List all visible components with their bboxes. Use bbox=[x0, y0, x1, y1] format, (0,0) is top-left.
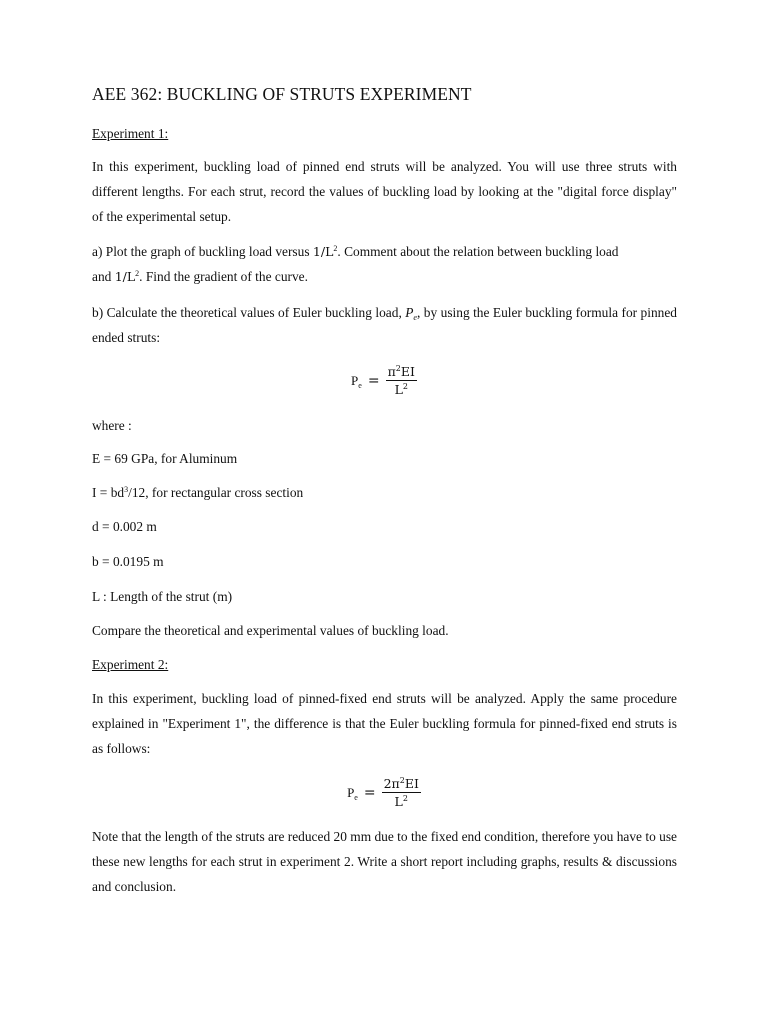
experiment-2-heading: Experiment 2: bbox=[92, 657, 169, 672]
note-text: Note that the length of the struts are reduced 20 mm due to the fixed end condition, therefore you have to use these new lengths for each strut in experiment 2. Write a short report including graphs, results & discussions and conclusion. bbox=[92, 829, 677, 894]
experiment-1-heading: Experiment 1: bbox=[92, 126, 169, 141]
part-b-text: b) Calculate the theoretical values of Euler buckling load, $P_e$, by using the Euler buckling formula for pinned ended struts: bbox=[92, 305, 677, 345]
def-i: $I = bd^3/12$, for rectangular cross section bbox=[92, 485, 304, 500]
document-title: AEE 362: BUCKLING OF STRUTS EXPERIMENT bbox=[92, 84, 472, 104]
compare-text: Compare the theoretical and experimental values of buckling load. bbox=[92, 623, 449, 638]
euler-formula-pinned: $P_e$ = $\frac{\pi^2EI}{L^2}$ bbox=[351, 364, 415, 397]
experiment-1-intro: In this experiment, buckling load of pinned end struts will be analyzed. You will use three struts with different lengths. For each strut, record the values of buckling load by looking at the "digital force display" of the experimental setup. bbox=[92, 159, 677, 224]
def-l: L : Length of the strut (m) bbox=[92, 589, 233, 604]
def-e: E = 69 GPa, for Aluminum bbox=[92, 451, 238, 466]
def-b: b = 0.0195 m bbox=[92, 554, 164, 569]
part-a-text: a) Plot the graph of buckling load versus $1/L^2$. Comment about the relation between buckling load and $1/L^2$. Find the gradient of the curve. bbox=[92, 244, 619, 284]
where-label: where : bbox=[92, 418, 132, 433]
def-d: d = 0.002 m bbox=[92, 519, 157, 534]
euler-formula-pinned-fixed: $P_e$ = $\frac{2\pi^2EI}{L^2}$ bbox=[347, 776, 419, 809]
experiment-2-intro: In this experiment, buckling load of pinned-fixed end struts will be analyzed. Apply the same procedure explained in "Experiment 1", the difference is that the Euler buckling formula for pinned-fixed end struts is as follows: bbox=[92, 691, 677, 756]
